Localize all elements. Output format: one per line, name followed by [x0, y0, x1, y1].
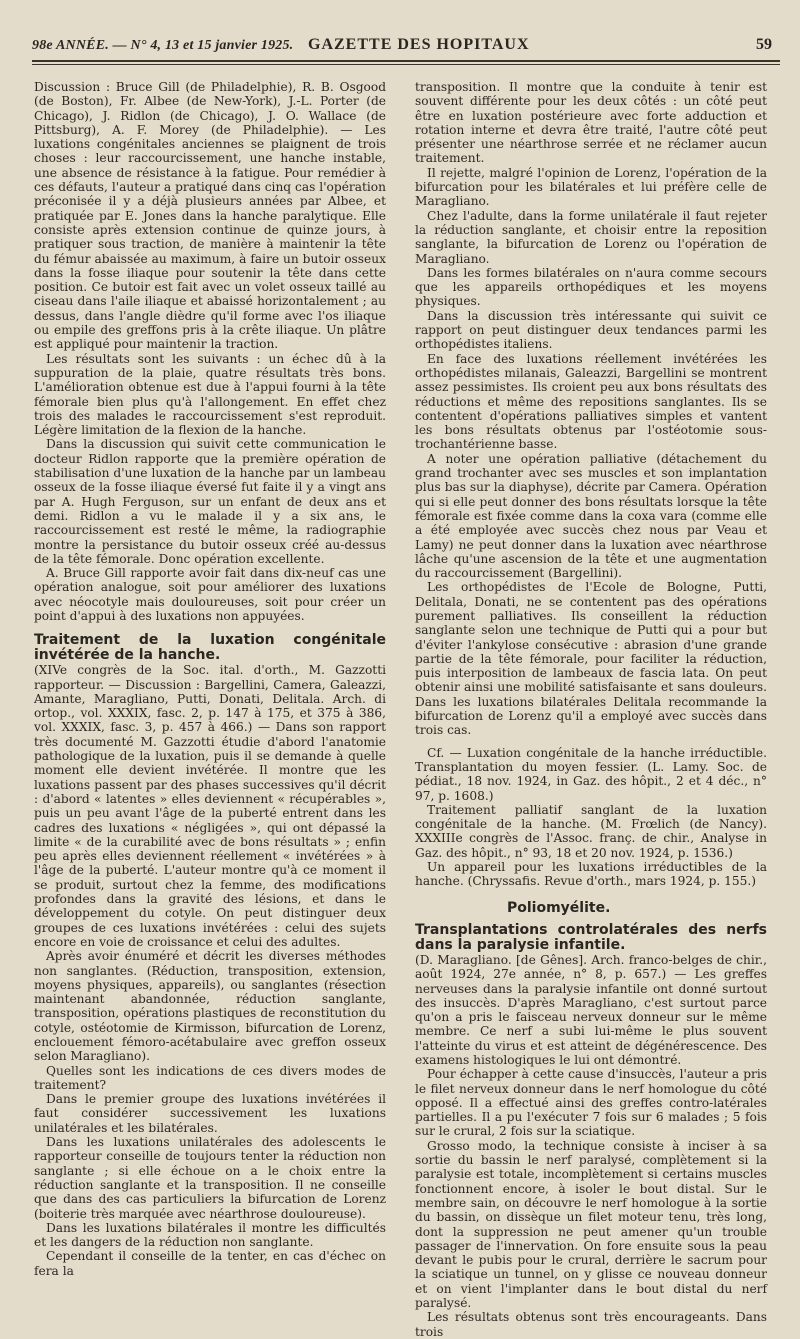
paragraph: (XIVe congrès de la Soc. ital. d'orth., M. Gazzotti rapporteur. — Discussion : Bargellini, Camera, Galeazzi, Amante, Maragliano, Putti, Donati, Delitala. Arch. di ortop., vol. XXXIX, fasc. 2, p. 147 à 175, et 375 à 386, vol. XXXIX, fasc. 3, p. 457 à 466.) — Dans son rapport très documenté M. Gazzotti étudie d'abord l'anatomie pathologique de la luxation, puis il se demande à quelle moment elle devient invétérée. Il montre que les luxations passent par des phases successives qu'il décrit : d'abord « latentes » elles deviennent « récupérables », puis un peu avant l'âge de la puberté entrent dans les cadres des luxations « négligées », qui ont dépassé la limite « de la curabilité avec de bons résultats » ; enfin peu après elles deviennent réellement « invétérées » à l'âge de la puberté. L'auteur montre qu'à ce moment il se produit, surtout chez la femme, des modifications profondes dans la gravité des lésions, et dans le développement du cotyle. On peut distinguer deux groupes de ces luxations invétérées : celui des sujets encore en voie de croissance et celui des adultes. [34, 663, 386, 949]
paragraph: Quelles sont les indications de ces divers modes de traitement? [34, 1063, 386, 1092]
paragraph: Les orthopédistes de l'Ecole de Bologne, Putti, Delitala, Donati, ne se contentent pas des opérations purement palliatives. Ils conseillent la réduction sanglante selon une technique de Putti qui a pour but d'éviter l'ankylose consécutive : abrasion d'une grande partie de la tête fémorale, pour faciliter la réduction, puis interposition de lambeaux de fascia lata. On peut obtenir ainsi une mobilité satisfaisante et sans douleurs. Dans les luxations bilatérales Delitala recommande la bifurcation de Lorenz qu'il a employé avec succès dans trois cas. [415, 580, 767, 738]
paragraph: Dans le premier groupe des luxations invétérées il faut considérer successivement les luxations unilatérales et les bilatérales. [34, 1092, 386, 1135]
paragraph: (D. Maragliano. [de Gênes]. Arch. franco-belges de chir., août 1924, 27e année, n° 8, p. 657.) — Les greffes nerveuses dans la paralysie infantile ont donné surtout des insuccès. D'après Maragliano, c'est surtout parce qu'on a pris le faisceau nerveux donneur sur le même membre. Ce nerf a subi lui-même le plus souvent l'atteinte du virus et est atteint de dégénérescence. Des examens histologiques le lui ont démontré. [415, 952, 767, 1067]
paragraph: transposition. Il montre que la conduite à tenir est souvent différente pour les deux côtés : un côté peut être en luxation postérieure avec forte adduction et rotation interne et devra être traité, l'autre côté peut présenter une néarthrose serrée et ne réclamer aucun traitement. [415, 80, 767, 166]
paragraph: En face des luxations réellement invétérées les orthopédistes milanais, Galeazzi, Bargellini se montrent assez pessimistes. Ils croient peu aux bons résultats des réductions et même des repositions sanglantes. Ils se contentent d'opérations palliatives simples et vantent les bons résultats obtenus par l'ostéotomie sous-trochantérienne basse. [415, 351, 767, 452]
paragraph: Il rejette, malgré l'opinion de Lorenz, l'opération de la bifurcation pour les bilatérales et lui préfère celle de Maragliano. [415, 165, 767, 209]
paragraph: Dans les luxations bilatérales il montre les difficultés et les dangers de la réduction non sanglante. [34, 1220, 386, 1250]
left-column [34, 80, 386, 1278]
paragraph: Traitement palliatif sanglant de la luxation congénitale de la hanche. (M. Frœlich (de Nancy). XXXIIIe congrès de l'Assoc. franç. de chir., Analyse in Gaz. des hôpit., n° 93, 18 et 20 nov. 1924, p. 1536.) [415, 802, 767, 860]
journal-title: GAZETTE DES HOPITAUX [308, 36, 530, 53]
paragraph: Dans la discussion qui suivit cette communication le docteur Ridlon rapporte que la première opération de stabilisation d'une luxation de la hanche par un lambeau osseux de la fosse iliaque éversé fut faite il y a vingt ans par A. Hugh Ferguson, sur un enfant de deux ans et demi. Ridlon a vu le malade il y a six ans, le raccourcissement est resté le même, la radiographie montre la persistance du butoir osseux créé au-dessus de la tête fémorale. Donc opération excellente. [34, 437, 386, 566]
paragraph: Grosso modo, la technique consiste à inciser à sa sortie du bassin le nerf paralysé, complètement si la paralysie est totale, incomplètement si certains muscles fonctionnent encore, à isoler le bout distal. Sur le membre sain, on découvre le nerf homologue à la sortie du bassin, on dissèque un filet moteur tenu, très long, dont la suppression ne peut amener qu'un trouble passager de l'innervation. On fore ensuite sous la peau devant le pubis pour le crural, derrière le sacrum pour la sciatique un tunnel, on y glisse ce nouveau donneur et on vient l'implanter dans le bout distal du nerf paralysé. [415, 1138, 767, 1311]
paragraph: Les résultats sont les suivants : un échec dû à la suppuration de la plaie, quatre résultats très bons. L'amélioration obtenue est due à l'appui fourni à la tête fémorale bien plus qu'à l'allongement. En effet chez trois des malades le raccourcissement s'est reproduit. Légère limitation de la flexion de la hanche. [34, 351, 386, 438]
header-rule [32, 60, 780, 62]
paragraph: Un appareil pour les luxations irréductibles de la hanche. (Chryssafis. Revue d'orth., mars 1924, p. 155.) [415, 860, 767, 889]
paragraph: Chez l'adulte, dans la forme unilatérale il faut rejeter la réduction sanglante, et choisir entre la reposition sanglante, la bifurcation de Lorenz ou l'opération de Maragliano. [415, 208, 767, 266]
page-number: 59 [756, 36, 772, 53]
paragraph: Cependant il conseille de la tenter, en cas d'échec on fera la [34, 1249, 386, 1278]
section-heading: Transplantations controlatérales des nerfs dans la paralysie infantile. [415, 921, 767, 953]
paragraph: Discussion : Bruce Gill (de Philadelphie), R. B. Osgood (de Boston), Fr. Albee (de New-York), J.-L. Porter (de Chicago), J. Ridlon (de Chicago), J. O. Wallace (de Pittsburg), A. F. Morey (de Philadelphie). — Les luxations congénitales anciennes se plaignent de trois choses : leur raccourcissement, une hanche instable, une absence de résistance à la fatigue. Pour remédier à ces défauts, l'auteur a pratiqué dans cinq cas l'opération préconisée il y a déjà plusieurs années par Albee, et pratiquée par E. Jones dans la hanche paralytique. Elle consiste après extension continue de quinze jours, à pratiquer sous traction, de manière à maintenir la tête du fémur abaissée au maximum, à faire un butoir osseux dans la fosse iliaque pour soutenir la tête dans cette position. Ce butoir est fait avec un volet osseux taillé au ciseau dans l'aile iliaque et abaissé horizontalement ; au dessus, dans l'angle dièdre qu'il forme avec l'os iliaque ou empile des greffons pris à la crête iliaque. Un plâtre est appliqué pour maintenir la traction. [34, 80, 386, 352]
paragraph: Dans la discussion très intéressante qui suivit ce rapport on peut distinguer deux tendances parmi les orthopédistes italiens. [415, 308, 767, 352]
paragraph: Cf. — Luxation congénitale de la hanche irréductible. Transplantation du moyen fessier. (L. Lamy. Soc. de pédiat., 18 nov. 1924, in Gaz. des hôpit., 2 et 4 déc., n° 97, p. 1608.) [415, 745, 767, 803]
paragraph: Les résultats obtenus sont très encourageants. Dans trois [415, 1310, 767, 1339]
paragraph: A noter une opération palliative (détachement du grand trochanter avec ses muscles et son implantation plus bas sur la diaphyse), décrite par Camera. Opération qui si elle peut donner des bons résultats lorsque la tête fémorale est fixée comme dans la coxa vara (comme elle a été employée avec succès chez nous par Veau et Lamy) ne peut donner dans la luxation avec néarthrose lâche qu'une ascension de la tête et une augmentation du raccourcissement (Bargellini). [415, 451, 767, 581]
paragraph: Dans les formes bilatérales on n'aura comme secours que les appareils orthopédiques et les moyens physiques. [415, 265, 767, 309]
issue-line: 98e ANNÉE. — N° 4, 13 et 15 janvier 1925. [32, 38, 294, 53]
paragraph: Pour échapper à cette cause d'insuccès, l'auteur a pris le filet nerveux donneur dans le nerf homologue du côté opposé. Il a effectué ainsi des greffes contro-latérales partielles. Il a pu l'exécuter 7 fois sur 6 malades ; 5 fois sur le crural, 2 fois sur la sciatique. [415, 1067, 767, 1139]
paragraph: Après avoir énuméré et décrit les diverses méthodes non sanglantes. (Réduction, transposition, extension, moyens physiques, appareils), ou sanglantes (résection maintenant abandonnée, réduction sanglante, transposition, opérations plastiques de reconstitution du cotyle, ostéotomie de Kirmisson, bifurcation de Lorenz, enclouement fémoro-acétabulaire avec greffon osseux selon Maragliano). [34, 949, 386, 1064]
header-rule-thin [32, 64, 780, 65]
paragraph: A. Bruce Gill rapporte avoir fait dans dix-neuf cas une opération analogue, soit pour améliorer des luxations avec néocotyle mais douloureuses, soit pour créer un point d'appui à des luxations non appuyées. [34, 566, 386, 623]
section-heading-poliomyelite: Poliomyélite. [507, 899, 611, 916]
right-column [415, 80, 767, 1339]
page-header [32, 34, 780, 56]
section-heading: Traitement de la luxation congénitale invétérée de la hanche. [34, 632, 386, 664]
paragraph: Dans les luxations unilatérales des adolescents le rapporteur conseille de toujours tenter la réduction non sanglante ; si elle échoue on a le choix entre la réduction sanglante et la transposition. Il ne conseille que dans des cas particuliers la bifurcation de Lorenz (boiterie très marquée avec néarthrose douloureuse). [34, 1135, 386, 1221]
